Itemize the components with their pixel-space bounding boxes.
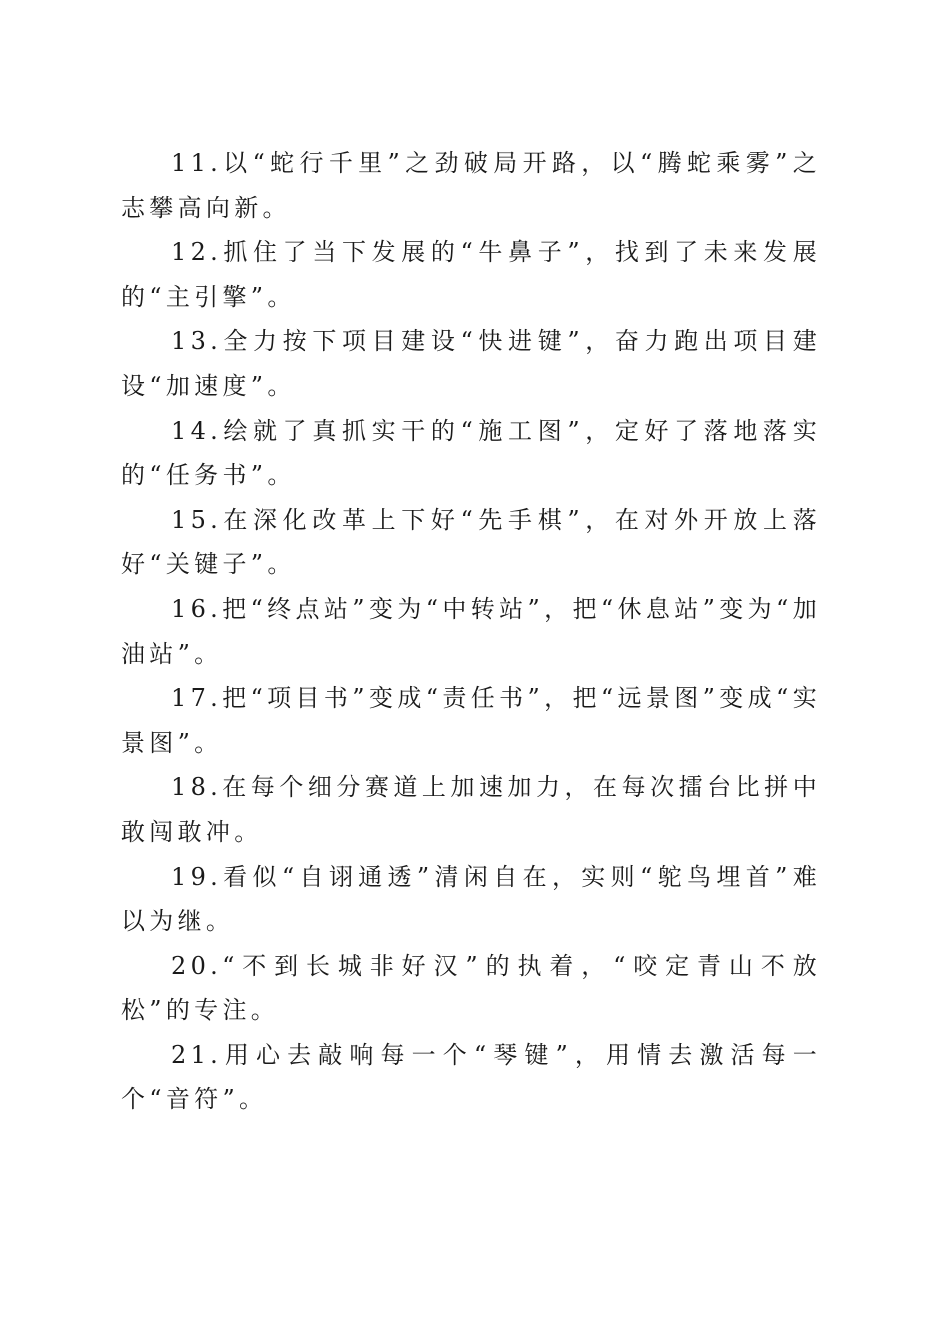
list-item: 20.“不到长城非好汉”的执着，“咬定青山不放松”的专注。 xyxy=(121,951,821,1025)
list-item: 19.看似“自诩通透”清闲自在，实则“鸵鸟埋首”难以为继。 xyxy=(121,862,821,936)
list-item: 11.以“蛇行千里”之劲破局开路，以“腾蛇乘雾”之志攀高向新。 xyxy=(121,149,821,222)
list-item: 16.把“终点站”变为“中转站”，把“休息站”变为“加油站”。 xyxy=(121,594,821,668)
list-item: 15.在深化改革上下好“先手棋”，在对外开放上落好“关键子”。 xyxy=(121,505,821,579)
list-item: 12.抓住了当下发展的“牛鼻子”，找到了未来发展的“主引擎”。 xyxy=(121,238,821,311)
list-item: 21.用心去敲响每一个“琴键”，用情去激活每一个“音符”。 xyxy=(121,1040,821,1114)
list-item: 18.在每个细分赛道上加速加力，在每次擂台比拼中敢闯敢冲。 xyxy=(121,773,821,846)
document-body xyxy=(121,141,821,1122)
list-item: 13.全力按下项目建设“快进键”，奋力跑出项目建设“加速度”。 xyxy=(121,327,821,400)
list-item: 14.绘就了真抓实干的“施工图”，定好了落地落实的“任务书”。 xyxy=(121,416,821,490)
list-item: 17.把“项目书”变成“责任书”，把“远景图”变成“实景图”。 xyxy=(121,684,821,757)
